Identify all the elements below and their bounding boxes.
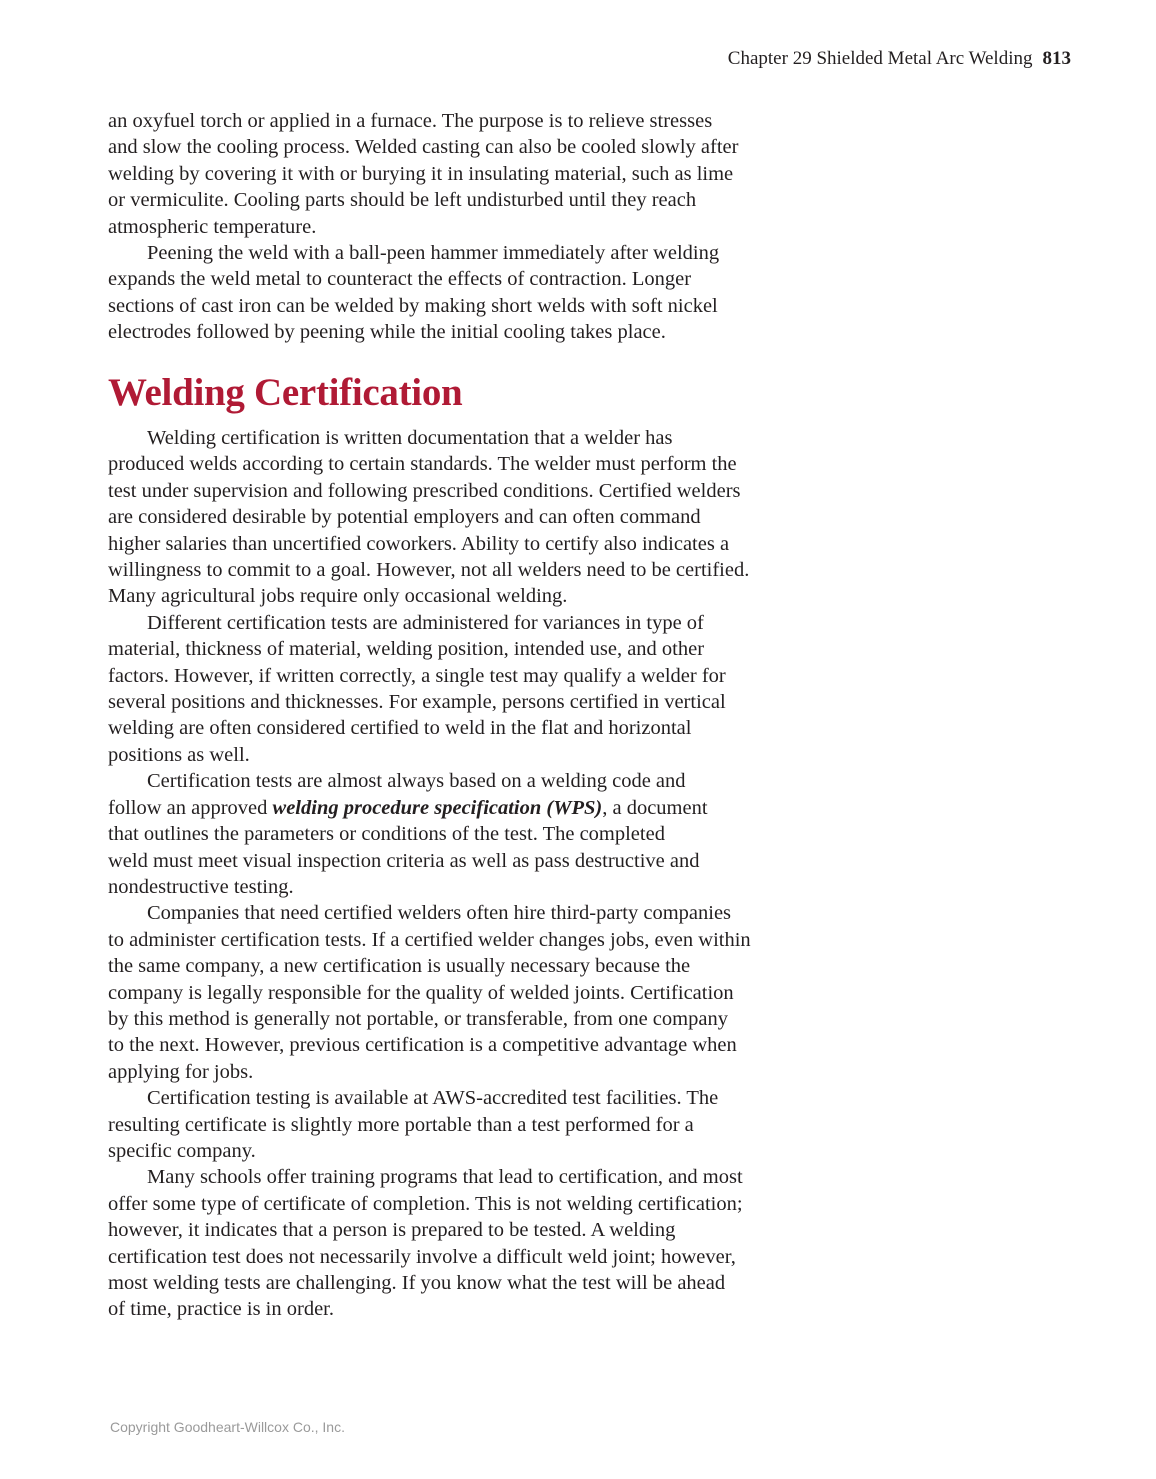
text-line: Many schools offer training programs that lead to certification, and most <box>147 1166 743 1189</box>
chapter-title: Chapter 29 Shielded Metal Arc Welding <box>727 48 1033 69</box>
text-line: several positions and thicknesses. For example, persons certified in vertical <box>108 691 726 714</box>
paragraph <box>108 1164 868 1322</box>
text-line <box>108 795 868 821</box>
paragraph <box>108 610 868 768</box>
paragraph <box>108 425 868 610</box>
paragraph <box>108 1085 868 1164</box>
section-heading: Welding Certification <box>108 371 463 414</box>
text-line: positions as well. <box>108 743 250 766</box>
text-line: expands the weld metal to counteract the effects of contraction. Longer <box>108 268 692 291</box>
text-line: by this method is generally not portable, or transferable, from one company <box>108 1007 728 1030</box>
text-line: nondestructive testing. <box>108 875 294 898</box>
text-line: Many agricultural jobs require only occasional welding. <box>108 585 568 608</box>
text-line: electrodes followed by peening while the initial cooling takes place. <box>108 321 666 344</box>
section-text <box>108 425 868 1323</box>
text-line: applying for jobs. <box>108 1060 254 1083</box>
running-header <box>728 48 1071 70</box>
text-line: company is legally responsible for the quality of welded joints. Certification <box>108 981 734 1004</box>
text-line: however, it indicates that a person is prepared to be tested. A welding <box>108 1219 676 1242</box>
text-line: are considered desirable by potential employers and can often command <box>108 506 701 529</box>
text-line: the same company, a new certification is usually necessary because the <box>108 955 691 978</box>
text-line: welding are often considered certified to weld in the flat and horizontal <box>108 717 692 740</box>
page-number: 813 <box>1042 48 1071 69</box>
text-line: factors. However, if written correctly, a single test may qualify a welder for <box>108 664 726 687</box>
text-line: sections of cast iron can be welded by making short welds with soft nickel <box>108 294 718 317</box>
text-line: to the next. However, previous certification is a competitive advantage when <box>108 1034 737 1057</box>
text-line: material, thickness of material, welding position, intended use, and other <box>108 638 705 661</box>
text-line: atmospheric temperature. <box>108 215 317 238</box>
text-line: Welding certification is written documentation that a welder has <box>147 427 673 449</box>
text-line: Companies that need certified welders often hire third-party companies <box>147 902 732 925</box>
text-line: offer some type of certificate of completion. This is not welding certification; <box>108 1192 743 1215</box>
text-line: of time, practice is in order. <box>108 1298 334 1321</box>
text-line: weld must meet visual inspection criteria as well as pass destructive and <box>108 849 700 872</box>
text-line: and slow the cooling process. Welded casting can also be cooled slowly after <box>108 136 739 159</box>
intro-text <box>108 108 868 346</box>
paragraph <box>108 900 868 1085</box>
key-term: welding procedure specification (WPS) <box>272 796 603 819</box>
paragraph <box>108 108 868 240</box>
text-segment: , a document <box>602 796 708 819</box>
text-line: higher salaries than uncertified coworkers. Ability to certify also indicates a <box>108 532 730 555</box>
paragraph <box>108 768 868 900</box>
paragraph <box>108 240 868 346</box>
text-line: that outlines the parameters or conditions of the test. The completed <box>108 823 665 846</box>
text-line: certification test does not necessarily involve a difficult weld joint; however, <box>108 1245 736 1268</box>
text-line: Certification testing is available at AWS-accredited test facilities. The <box>147 1087 719 1110</box>
text-line: or vermiculite. Cooling parts should be left undisturbed until they reach <box>108 189 697 212</box>
text-line: most welding tests are challenging. If you know what the test will be ahead <box>108 1272 726 1294</box>
text-line: an oxyfuel torch or applied in a furnace. The purpose is to relieve stresses <box>108 110 713 132</box>
text-line: test under supervision and following prescribed conditions. Certified welders <box>108 479 741 502</box>
text-line: to administer certification tests. If a certified welder changes jobs, even within <box>108 928 751 951</box>
text-line: specific company. <box>108 1139 256 1162</box>
text-line: Different certification tests are administered for variances in type of <box>147 611 704 634</box>
text-line: resulting certificate is slightly more portable than a test performed for a <box>108 1113 694 1136</box>
copyright-footer: Copyright Goodheart-Willcox Co., Inc. <box>110 1419 345 1435</box>
text-line: willingness to commit to a goal. However, not all welders need to be certified. <box>108 559 750 582</box>
text-line: Certification tests are almost always based on a welding code and <box>147 770 686 793</box>
text-line: produced welds according to certain standards. The welder must perform the <box>108 453 737 476</box>
text-segment: follow an approved <box>108 796 273 819</box>
text-line: Peening the weld with a ball-peen hammer immediately after welding <box>147 242 720 265</box>
text-line: welding by covering it with or burying it in insulating material, such as lime <box>108 162 734 185</box>
